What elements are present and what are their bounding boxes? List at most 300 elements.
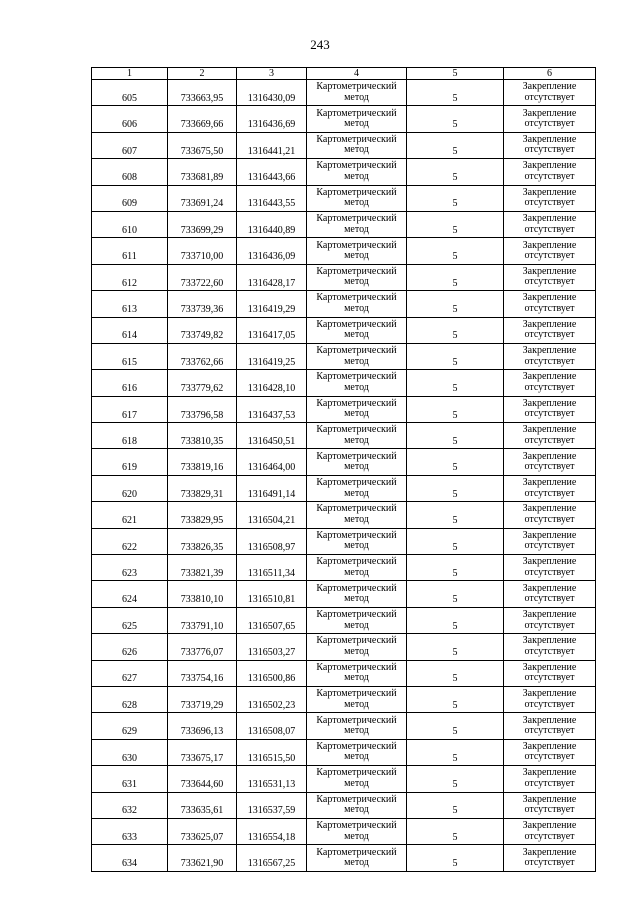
table-row [92,317,596,343]
cell-line: отсутствует [524,725,575,737]
method-cell [307,818,407,844]
method-cell [307,555,407,581]
table-row [92,396,596,422]
method-cell [307,80,407,106]
accuracy-cell: 5 [407,317,504,343]
cell-line: Закрепление [522,81,577,93]
column-header: 5 [407,68,504,80]
cell-line: Закрепление [522,740,577,752]
cell-line: Закрепление [522,582,577,594]
x-coordinate-cell: 733739,36 [168,291,237,317]
cell-line: Картометрический [316,133,397,145]
accuracy-cell: 5 [407,211,504,237]
accuracy-cell: 5 [407,396,504,422]
cell-line: метод [344,540,369,552]
method-cell [307,713,407,739]
method-cell [307,475,407,501]
y-coordinate-cell: 1316464,00 [237,449,307,475]
y-coordinate-cell: 1316450,51 [237,423,307,449]
x-coordinate-cell: 733719,29 [168,686,237,712]
y-coordinate-cell: 1316502,23 [237,686,307,712]
cell-line: метод [344,223,369,235]
y-coordinate-cell: 1316508,07 [237,713,307,739]
accuracy-cell: 5 [407,502,504,528]
y-coordinate-cell: 1316440,89 [237,211,307,237]
accuracy-cell: 5 [407,343,504,369]
cell-line: отсутствует [524,777,575,789]
cell-line: метод [344,619,369,631]
method-cell [307,502,407,528]
x-coordinate-cell: 733791,10 [168,607,237,633]
cell-line: метод [344,118,369,130]
fixing-description-cell [504,792,596,818]
point-number-cell: 613 [92,291,168,317]
table-row [92,502,596,528]
y-coordinate-cell: 1316430,09 [237,80,307,106]
accuracy-cell: 5 [407,106,504,132]
y-coordinate-cell: 1316508,97 [237,528,307,554]
column-header: 6 [504,68,596,80]
method-cell [307,607,407,633]
cell-line: Закрепление [522,635,577,647]
cell-line: Картометрический [316,635,397,647]
table-row [92,211,596,237]
cell-line: метод [344,170,369,182]
x-coordinate-cell: 733821,39 [168,555,237,581]
y-coordinate-cell: 1316554,18 [237,818,307,844]
method-cell [307,106,407,132]
cell-line: Картометрический [316,793,397,805]
y-coordinate-cell: 1316500,86 [237,660,307,686]
cell-line: метод [344,461,369,473]
y-coordinate-cell: 1316443,66 [237,159,307,185]
column-header: 4 [307,68,407,80]
cell-line: отсутствует [524,751,575,763]
fixing-description-cell [504,502,596,528]
fixing-description-cell [504,238,596,264]
cell-line: отсутствует [524,250,575,262]
y-coordinate-cell: 1316428,10 [237,370,307,396]
x-coordinate-cell: 733625,07 [168,818,237,844]
table-header [92,68,596,80]
y-coordinate-cell: 1316419,29 [237,291,307,317]
accuracy-cell: 5 [407,159,504,185]
accuracy-cell: 5 [407,80,504,106]
point-number-cell: 618 [92,423,168,449]
accuracy-cell: 5 [407,660,504,686]
cell-line: Картометрический [316,81,397,93]
fixing-description-cell [504,607,596,633]
accuracy-cell: 5 [407,449,504,475]
cell-line: метод [344,276,369,288]
cell-line: метод [344,144,369,156]
cell-line: Картометрический [316,714,397,726]
point-number-cell: 611 [92,238,168,264]
table-row [92,80,596,106]
y-coordinate-cell: 1316417,05 [237,317,307,343]
fixing-description-cell [504,317,596,343]
method-cell [307,766,407,792]
method-cell [307,686,407,712]
x-coordinate-cell: 733663,95 [168,80,237,106]
point-number-cell: 607 [92,132,168,158]
table-row [92,713,596,739]
method-cell [307,634,407,660]
method-cell [307,159,407,185]
cell-line: метод [344,725,369,737]
y-coordinate-cell: 1316491,14 [237,475,307,501]
accuracy-cell: 5 [407,845,504,871]
accuracy-cell: 5 [407,132,504,158]
y-coordinate-cell: 1316436,09 [237,238,307,264]
cell-line: отсутствует [524,672,575,684]
cell-line: Закрепление [522,688,577,700]
y-coordinate-cell: 1316504,21 [237,502,307,528]
accuracy-cell: 5 [407,475,504,501]
table-row [92,423,596,449]
y-coordinate-cell: 1316503,27 [237,634,307,660]
cell-line: Картометрический [316,371,397,383]
cell-line: отсутствует [524,857,575,869]
cell-line: метод [344,329,369,341]
point-number-cell: 634 [92,845,168,871]
cell-line: Закрепление [522,265,577,277]
point-number-cell: 621 [92,502,168,528]
method-cell [307,343,407,369]
fixing-description-cell [504,343,596,369]
cell-line: Картометрический [316,318,397,330]
fixing-description-cell [504,291,596,317]
method-cell [307,528,407,554]
x-coordinate-cell: 733829,95 [168,502,237,528]
cell-line: Закрепление [522,345,577,357]
method-cell [307,581,407,607]
x-coordinate-cell: 733819,16 [168,449,237,475]
table-row [92,264,596,290]
cell-line: Закрепление [522,133,577,145]
table-row [92,475,596,501]
table-row [92,660,596,686]
table-row [92,739,596,765]
cell-line: отсутствует [524,355,575,367]
cell-line: метод [344,672,369,684]
method-cell [307,317,407,343]
cell-line: Закрепление [522,846,577,858]
point-number-cell: 616 [92,370,168,396]
accuracy-cell: 5 [407,634,504,660]
cell-line: отсутствует [524,381,575,393]
x-coordinate-cell: 733749,82 [168,317,237,343]
cell-line: метод [344,302,369,314]
point-number-cell: 628 [92,686,168,712]
accuracy-cell: 5 [407,264,504,290]
cell-line: Закрепление [522,160,577,172]
y-coordinate-cell: 1316419,25 [237,343,307,369]
cell-line: Закрепление [522,767,577,779]
method-cell [307,423,407,449]
table-row [92,818,596,844]
accuracy-cell: 5 [407,766,504,792]
fixing-description-cell [504,528,596,554]
cell-line: Закрепление [522,556,577,568]
cell-line: отсутствует [524,461,575,473]
point-number-cell: 609 [92,185,168,211]
point-number-cell: 612 [92,264,168,290]
cell-line: Закрепление [522,397,577,409]
point-number-cell: 617 [92,396,168,422]
fixing-description-cell [504,634,596,660]
table-row [92,555,596,581]
x-coordinate-cell: 733829,31 [168,475,237,501]
table-row [92,792,596,818]
cell-line: Картометрический [316,609,397,620]
x-coordinate-cell: 733722,60 [168,264,237,290]
method-cell [307,291,407,317]
x-coordinate-cell: 733699,29 [168,211,237,237]
x-coordinate-cell: 733796,58 [168,396,237,422]
cell-line: Картометрический [316,740,397,752]
y-coordinate-cell: 1316437,53 [237,396,307,422]
cell-line: Картометрический [316,661,397,673]
cell-line: метод [344,566,369,578]
table-row [92,634,596,660]
y-coordinate-cell: 1316436,69 [237,106,307,132]
cell-line: Закрепление [522,503,577,515]
fixing-description-cell [504,739,596,765]
fixing-description-cell [504,159,596,185]
cell-line: отсутствует [524,540,575,552]
point-number-cell: 626 [92,634,168,660]
cell-line: отсутствует [524,223,575,235]
cell-line: Закрепление [522,529,577,541]
cell-line: отсутствует [524,566,575,578]
cell-line: метод [344,381,369,393]
cell-line: метод [344,645,369,657]
cell-line: метод [344,197,369,209]
y-coordinate-cell: 1316537,59 [237,792,307,818]
cell-line: метод [344,513,369,525]
cell-line: Закрепление [522,371,577,383]
x-coordinate-cell: 733691,24 [168,185,237,211]
x-coordinate-cell: 733826,35 [168,528,237,554]
x-coordinate-cell: 733754,16 [168,660,237,686]
coordinates-table [91,67,596,872]
cell-line: Закрепление [522,186,577,198]
header-row [92,68,596,80]
x-coordinate-cell: 733696,13 [168,713,237,739]
point-number-cell: 625 [92,607,168,633]
table-row [92,291,596,317]
fixing-description-cell [504,185,596,211]
cell-line: отсутствует [524,276,575,288]
cell-line: Закрепление [522,609,577,620]
fixing-description-cell [504,686,596,712]
table-row [92,449,596,475]
cell-line: метод [344,857,369,869]
cell-line: отсутствует [524,170,575,182]
cell-line: Картометрический [316,556,397,568]
cell-line: отсутствует [524,302,575,314]
point-number-cell: 630 [92,739,168,765]
cell-line: отсутствует [524,645,575,657]
point-number-cell: 615 [92,343,168,369]
cell-line: метод [344,593,369,605]
table-row [92,159,596,185]
fixing-description-cell [504,766,596,792]
y-coordinate-cell: 1316443,55 [237,185,307,211]
point-number-cell: 619 [92,449,168,475]
fixing-description-cell [504,581,596,607]
y-coordinate-cell: 1316507,65 [237,607,307,633]
cell-line: отсутствует [524,329,575,341]
table-row [92,766,596,792]
point-number-cell: 633 [92,818,168,844]
cell-line: Картометрический [316,846,397,858]
y-coordinate-cell: 1316531,13 [237,766,307,792]
cell-line: отсутствует [524,91,575,103]
table-row [92,238,596,264]
cell-line: Картометрический [316,160,397,172]
cell-line: метод [344,777,369,789]
fixing-description-cell [504,132,596,158]
cell-line: метод [344,698,369,710]
fixing-description-cell [504,211,596,237]
table-row [92,106,596,132]
accuracy-cell: 5 [407,686,504,712]
accuracy-cell: 5 [407,370,504,396]
accuracy-cell: 5 [407,581,504,607]
cell-line: Картометрический [316,292,397,304]
point-number-cell: 632 [92,792,168,818]
point-number-cell: 614 [92,317,168,343]
fixing-description-cell [504,660,596,686]
cell-line: Закрепление [522,239,577,251]
accuracy-cell: 5 [407,238,504,264]
cell-line: метод [344,91,369,103]
cell-line: отсутствует [524,804,575,816]
cell-line: отсутствует [524,593,575,605]
cell-line: Закрепление [522,292,577,304]
method-cell [307,792,407,818]
cell-line: отсутствует [524,408,575,420]
accuracy-cell: 5 [407,739,504,765]
method-cell [307,845,407,871]
x-coordinate-cell: 733635,61 [168,792,237,818]
cell-line: метод [344,434,369,446]
cell-line: Картометрический [316,265,397,277]
fixing-description-cell [504,845,596,871]
y-coordinate-cell: 1316511,34 [237,555,307,581]
cell-line: отсутствует [524,144,575,156]
fixing-description-cell [504,555,596,581]
x-coordinate-cell: 733810,35 [168,423,237,449]
cell-line: метод [344,408,369,420]
table-row [92,845,596,871]
cell-line: Закрепление [522,793,577,805]
fixing-description-cell [504,423,596,449]
cell-line: метод [344,355,369,367]
method-cell [307,264,407,290]
accuracy-cell: 5 [407,713,504,739]
cell-line: Закрепление [522,318,577,330]
cell-line: отсутствует [524,513,575,525]
x-coordinate-cell: 733669,66 [168,106,237,132]
cell-line: отсутствует [524,698,575,710]
point-number-cell: 606 [92,106,168,132]
cell-line: метод [344,250,369,262]
point-number-cell: 624 [92,581,168,607]
cell-line: Картометрический [316,767,397,779]
cell-line: метод [344,487,369,499]
cell-line: Картометрический [316,450,397,462]
cell-line: Закрепление [522,477,577,489]
method-cell [307,396,407,422]
fixing-description-cell [504,396,596,422]
cell-line: метод [344,830,369,842]
x-coordinate-cell: 733810,10 [168,581,237,607]
point-number-cell: 627 [92,660,168,686]
method-cell [307,660,407,686]
accuracy-cell: 5 [407,528,504,554]
table-row [92,581,596,607]
x-coordinate-cell: 733779,62 [168,370,237,396]
y-coordinate-cell: 1316441,21 [237,132,307,158]
point-number-cell: 620 [92,475,168,501]
column-header: 3 [237,68,307,80]
cell-line: Картометрический [316,688,397,700]
column-header: 1 [92,68,168,80]
table-row [92,132,596,158]
fixing-description-cell [504,370,596,396]
cell-line: Закрепление [522,107,577,119]
cell-line: Закрепление [522,450,577,462]
point-number-cell: 610 [92,211,168,237]
cell-line: Картометрический [316,582,397,594]
cell-line: Закрепление [522,424,577,436]
cell-line: Закрепление [522,213,577,225]
cell-line: отсутствует [524,434,575,446]
cell-line: Картометрический [316,397,397,409]
cell-line: Картометрический [316,107,397,119]
accuracy-cell: 5 [407,818,504,844]
method-cell [307,238,407,264]
fixing-description-cell [504,80,596,106]
x-coordinate-cell: 733762,66 [168,343,237,369]
x-coordinate-cell: 733776,07 [168,634,237,660]
table-row [92,686,596,712]
fixing-description-cell [504,106,596,132]
page-number: 243 [310,37,330,52]
fixing-description-cell [504,449,596,475]
cell-line: отсутствует [524,197,575,209]
table-row [92,528,596,554]
cell-line: отсутствует [524,118,575,130]
accuracy-cell: 5 [407,607,504,633]
y-coordinate-cell: 1316515,50 [237,739,307,765]
cell-line: отсутствует [524,619,575,631]
accuracy-cell: 5 [407,555,504,581]
fixing-description-cell [504,713,596,739]
table-row [92,343,596,369]
cell-line: Картометрический [316,424,397,436]
table-body [92,80,596,872]
fixing-description-cell [504,264,596,290]
cell-line: Картометрический [316,820,397,832]
cell-line: Картометрический [316,345,397,357]
method-cell [307,211,407,237]
cell-line: Закрепление [522,820,577,832]
cell-line: Картометрический [316,503,397,515]
